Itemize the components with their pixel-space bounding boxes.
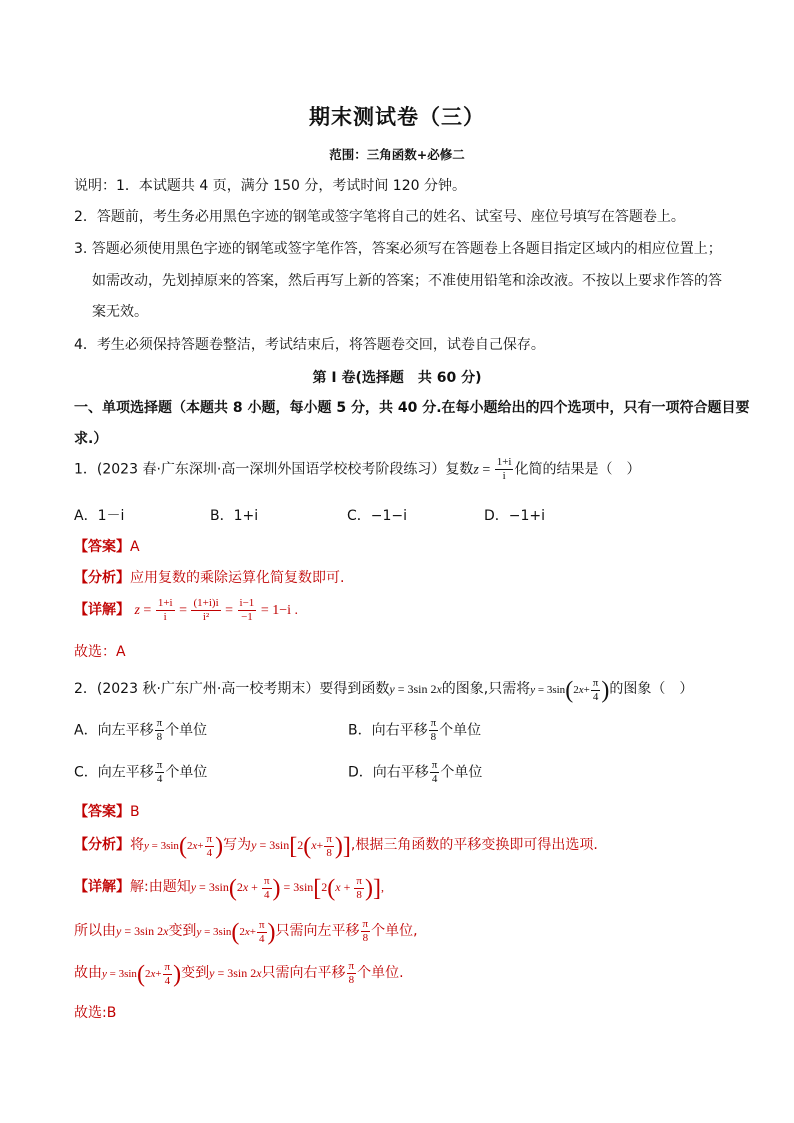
q1-analysis-tag: 【分析】: [74, 570, 130, 586]
page-title: 期末测试卷（三）: [309, 105, 485, 129]
q2-detail-line-1: 所以由y = 3sin 2x变到y = 3sin(2x+ $\frac{\pi}{4}$ )只需向左平移 $\frac{\pi}{8}$ 个单位,: [74, 917, 418, 946]
q1-option-c: C．−1−i: [347, 508, 408, 524]
instruction-2: 2．答题前，考生务必用黑色字迹的钢笔或签字笔将自己的姓名、试室号、座位号填写在答题卷上。: [74, 209, 685, 225]
q1-detail-tag: 【详解】: [74, 602, 130, 618]
q2-option-a: A．向左平移 $\frac{\pi}{8}$ 个单位: [74, 717, 208, 743]
instruction-3-end: 案无效。: [92, 304, 148, 320]
q2-analysis-tag: 【分析】: [74, 837, 130, 853]
q2-analysis: 【分析】将y = 3sin(2x+ $\frac{\pi}{4}$ )写为y = 3sin[2(x+ $\frac{\pi}{8}$ )],根据三角函数的平移变换即可得出选项.: [74, 832, 598, 860]
q1-answer-tag: 【答案】: [74, 539, 130, 555]
q1-analysis-text: 应用复数的乘除运算化简复数即可.: [130, 570, 345, 586]
q1-fraction: $\frac{1+i}{i}$: [496, 456, 512, 482]
q1-analysis: [74, 568, 344, 588]
q2-stem-suffix: 的图象（ ）: [609, 681, 694, 697]
q2-source-func: y = 3sin(2x+ $\frac{\pi}{4}$ ): [530, 676, 610, 704]
q1-stem-suffix: 化简的结果是（ ）: [514, 461, 641, 478]
q1-option-b: B．1+i: [210, 508, 259, 524]
q2-stem-prefix: 2．(2023 秋·广东广州·高一校考期末）要得到函数: [74, 681, 390, 697]
q2-target-func: y = 3sin 2x: [389, 682, 442, 696]
q1-formula: z: [473, 462, 479, 478]
q1-option-d: D．−1+i: [484, 508, 546, 524]
q2-stem-mid: 的图象,只需将: [441, 681, 531, 697]
q1-answer: [74, 537, 140, 557]
q1-option-a: A．1－i: [74, 508, 125, 524]
instruction-3: 3. 答题必须使用黑色字迹的钢笔或签字笔作答，答案必须写在答题卷上各题目指定区域内的相应位置上；: [74, 241, 722, 257]
part1-heading: 一、单项选择题（本题共 8 小题，每小题 5 分，共 40 分.在每小题给出的四个选项中，只有一项符合题目要: [74, 400, 750, 416]
q2-detail: 【详解】解:由题知y = 3sin(2x + $\frac{\pi}{4}$ ) = 3sin[2(x + $\frac{\pi}{8}$ )],: [74, 874, 384, 902]
q2-option-d: D．向右平移 $\frac{\pi}{4}$ 个单位: [348, 759, 483, 785]
question-2-stem: [74, 676, 693, 703]
q2-answer: [74, 802, 140, 822]
q2-detail-tag: 【详解】: [74, 879, 130, 895]
instruction-3-cont: 如需改动，先划掉原来的答案，然后再写上新的答案；不准使用铅笔和涂改液。不按以上要求作答的答: [92, 273, 722, 289]
q2-option-c: C．向左平移 $\frac{\pi}{4}$ 个单位: [74, 759, 208, 785]
section-title: 第 I 卷(选择题 共 60 分): [312, 370, 482, 386]
q1-detail: [74, 598, 298, 623]
q1-conclusion: 故选：A: [74, 644, 126, 660]
q2-answer-value: B: [130, 804, 140, 820]
q2-option-b: B．向右平移 $\frac{\pi}{8}$ 个单位: [348, 717, 482, 743]
instruction-4: 4．考生必须保持答题卷整洁，考试结束后，将答题卷交回，试卷自己保存。: [74, 337, 545, 353]
q1-detail-formula: z = $\frac{1+i}{i}$ = $\frac{(1+i)i}{\text{i²}}$ = $\frac{i-1}{-1}$ = 1−i .: [134, 597, 298, 624]
question-1-stem: 1．(2023 春·广东深圳·高一深圳外国语学校校考阶段练习）复数z = $\frac{1+i}{i}$ 化简的结果是（ ）: [74, 456, 641, 482]
instruction-1: 说明：1．本试题共 4 页，满分 150 分，考试时间 120 分钟。: [74, 178, 466, 194]
q2-detail-line-2: 故由y = 3sin(2x+ $\frac{\pi}{4}$ )变到y = 3sin 2x只需向右平移 $\frac{\pi}{8}$ 个单位.: [74, 959, 404, 988]
part1-heading-cont: 求.）: [74, 431, 108, 447]
exam-scope: 范围：三角函数+必修二: [329, 147, 465, 162]
q1-answer-value: A: [130, 539, 140, 555]
q1-stem-prefix: 1．(2023 春·广东深圳·高一深圳外国语学校校考阶段练习）复数: [74, 461, 474, 478]
q2-conclusion: 故选:B: [74, 1005, 117, 1021]
q2-answer-tag: 【答案】: [74, 804, 130, 820]
